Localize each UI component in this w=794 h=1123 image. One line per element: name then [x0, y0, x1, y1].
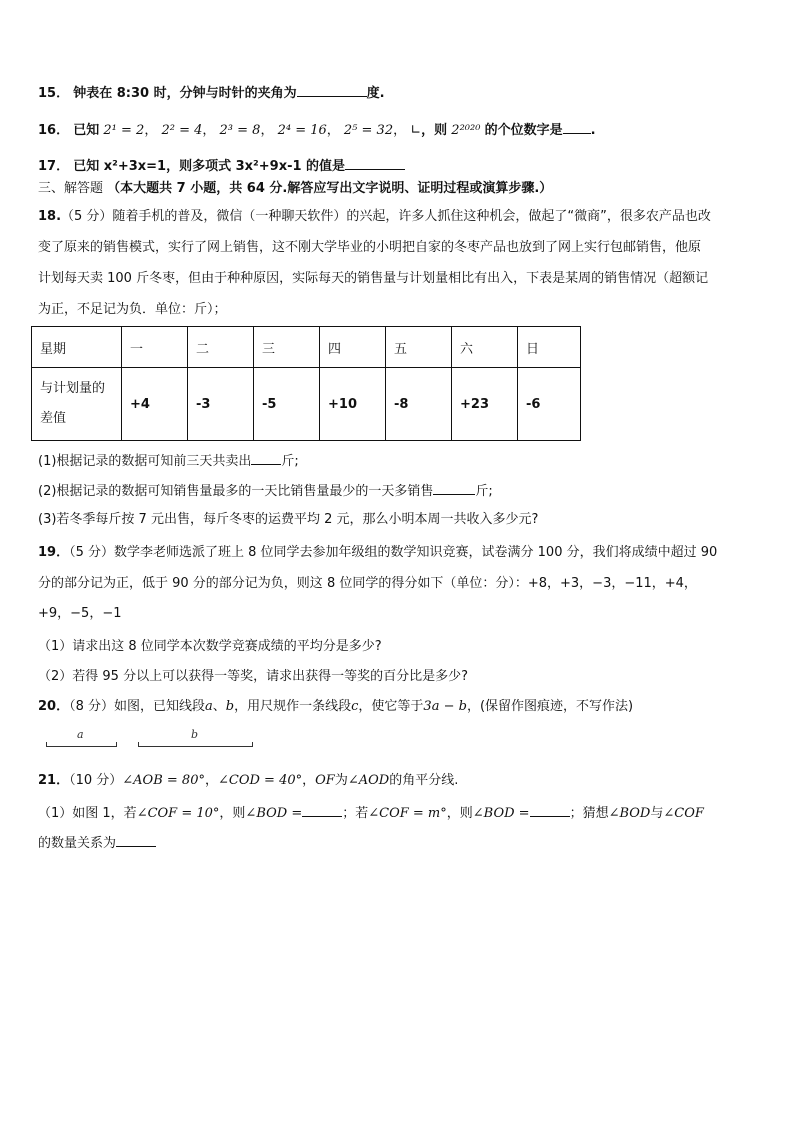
question-18-line-3 — [38, 269, 708, 289]
table-row — [32, 368, 581, 441]
question-text: ；若 — [342, 806, 369, 821]
math-expr: 2²⁰²⁰ — [451, 123, 481, 138]
math-expr: 2¹ = 2 — [103, 123, 145, 138]
table-cell: 六 — [452, 327, 518, 368]
question-text: 的数量关系为 — [38, 836, 117, 851]
math-expr: 3a − b — [423, 699, 467, 714]
answer-blank[interactable] — [297, 82, 367, 97]
row-label: 差值 — [40, 411, 67, 426]
answer-blank[interactable] — [530, 802, 570, 817]
table-cell: +23 — [452, 368, 518, 441]
question-text: ，则 — [219, 806, 246, 821]
question-text: 为正，不足记为负．单位：斤）； — [38, 302, 227, 317]
segment-a-label: a — [77, 728, 84, 741]
question-text: （8 分）如图，已知线段 — [69, 699, 205, 714]
question-18-line-4 — [38, 300, 227, 320]
math-expr: OF — [315, 773, 335, 788]
question-text: ；猜想 — [569, 806, 609, 821]
question-19-sub-1 — [38, 637, 382, 657]
table-cell: 三 — [254, 327, 320, 368]
question-19-line-3 — [38, 604, 122, 624]
table-cell: 星期 — [32, 327, 122, 368]
question-18-sub-2 — [38, 480, 493, 502]
answer-blank[interactable] — [302, 802, 342, 817]
question-18-line-2 — [38, 238, 701, 258]
math-expr: ∠COF — [663, 806, 704, 821]
question-text: 已知 x²+3x=1，则多项式 3x²+9x-1 的值是 — [73, 159, 346, 174]
answer-blank[interactable] — [251, 450, 281, 465]
math-var: a — [205, 699, 213, 714]
table-cell: 一 — [122, 327, 188, 368]
question-text: ，使它等于 — [358, 699, 424, 714]
math-expr: 2⁵ = 32 — [343, 123, 394, 138]
table-cell: -3 — [188, 368, 254, 441]
question-number: 21． — [38, 773, 70, 788]
question-20 — [38, 697, 633, 717]
answer-blank[interactable] — [563, 119, 591, 134]
question-18-line-1 — [38, 207, 711, 227]
math-expr: 2² = 4 — [161, 123, 203, 138]
table-cell: +4 — [122, 368, 188, 441]
question-text: (3)若冬季每斤按 7 元出售，每斤冬枣的运费平均 2 元，那么小明本周一共收入多少元? — [38, 512, 539, 527]
question-text: 钟表在 8:30 时，分钟与时针的夹角为 — [73, 86, 297, 101]
question-18-sub-3 — [38, 510, 538, 530]
table-cell: -8 — [386, 368, 452, 441]
question-21-sub-1-cont — [38, 832, 156, 854]
question-text: 分的部分记为正，低于 90 分的部分记为负，则这 8 位同学的得分如下（单位：分）：+8，+3，−3，−11，+4， — [38, 576, 697, 591]
answer-blank[interactable] — [433, 480, 475, 495]
table-cell: 五 — [386, 327, 452, 368]
separator: ， — [204, 773, 218, 788]
table-cell: -5 — [254, 368, 320, 441]
table-cell: 二 — [188, 327, 254, 368]
question-18-sub-1 — [38, 450, 299, 472]
sales-table — [31, 326, 581, 441]
question-16: 16． 已知 2¹ = 2， 2² = 4， 2³ = 8， 2⁴ = 16， 2⁵ = 32， ∟，则 2²⁰²⁰ 的个位数字是 . — [38, 119, 596, 141]
math-expr: 2³ = 8 — [219, 123, 261, 138]
question-text: （5 分）随着手机的普及，微信（一种聊天软件）的兴起，许多人抓住这种机会，做起了“微商”，很多农产品也改 — [61, 209, 711, 224]
separator: ， — [302, 773, 316, 788]
question-text: （1）如图 1，若 — [38, 806, 137, 821]
math-expr: ∠BOD = — [472, 806, 530, 821]
question-21-sub-1 — [38, 802, 704, 824]
question-number: 19． — [38, 545, 70, 560]
question-text: 与 — [650, 806, 664, 821]
table-cell: 日 — [518, 327, 581, 368]
math-expr: ∠COD = 40° — [218, 773, 303, 788]
math-expr: ∠COF = 10° — [136, 806, 220, 821]
question-19-sub-2 — [38, 667, 468, 687]
question-text-end: 度. — [366, 86, 385, 101]
question-19-line-1 — [38, 543, 717, 563]
question-text: 的角平分线. — [389, 773, 459, 788]
table-cell: -6 — [518, 368, 581, 441]
answer-blank[interactable] — [116, 832, 156, 847]
table-header-row — [32, 327, 581, 368]
answer-blank[interactable] — [345, 155, 405, 170]
question-text: （2）若得 95 分以上可以获得一等奖，请求出获得一等奖的百分比是多少? — [38, 669, 468, 684]
math-expr: ∠AOD — [347, 773, 390, 788]
question-text: （5 分）数学李老师选派了班上 8 位同学去参加年级组的数学知识竞赛，试卷满分 100 分，我们将成绩中超过 90 — [69, 545, 718, 560]
section-heading — [38, 179, 552, 199]
math-var: c — [351, 699, 359, 714]
question-21 — [38, 771, 458, 791]
math-expr: ∠BOD — [608, 806, 651, 821]
question-text: (2)根据记录的数据可知销售量最多的一天比销售量最少的一天多销售 — [38, 484, 434, 499]
question-text: ，用尺规作一条线段 — [234, 699, 352, 714]
question-15 — [38, 82, 385, 104]
table-cell: 四 — [320, 327, 386, 368]
math-expr: ∠BOD = — [245, 806, 303, 821]
row-label-cell — [32, 368, 122, 441]
section-note: （本大题共 7 小题，共 64 分.解答应写出文字说明、证明过程或演算步骤.） — [107, 181, 553, 196]
question-19-line-2 — [38, 574, 697, 594]
ellipsis-symbol: ∟ — [410, 123, 422, 138]
question-number: 15． — [38, 86, 70, 101]
question-text: （1）请求出这 8 位同学本次数学竞赛成绩的平均分是多少? — [38, 639, 382, 654]
segment-b-label: b — [191, 728, 199, 741]
question-text: 、 — [212, 699, 226, 714]
question-number: 18. — [38, 209, 62, 224]
question-number: 16． — [38, 123, 70, 138]
row-label: 与计划量的 — [40, 381, 106, 396]
segment-a — [46, 746, 117, 747]
question-text: +9，−5，−1 — [38, 606, 122, 621]
segment-b — [138, 746, 253, 747]
math-expr: 2⁴ = 16 — [277, 123, 327, 138]
question-text: 计划每天卖 100 斤冬枣，但由于种种原因，实际每天的销售量与计划量相比有出入，下表是某周的销售情况（超额记 — [38, 271, 709, 286]
section-title: 三、解答题 — [38, 181, 104, 196]
math-expr: ∠COF = m° — [368, 806, 447, 821]
question-text: 为 — [334, 773, 348, 788]
question-text: 变了原来的销售模式，实行了网上销售，这不刚大学毕业的小明把自家的冬枣产品也放到了网上实行包邮销售，他原 — [38, 240, 702, 255]
question-text: 已知 — [73, 123, 100, 138]
math-var: b — [225, 699, 235, 714]
question-text: 的个位数字是 — [484, 123, 563, 138]
question-text-end: 斤; — [281, 454, 299, 469]
question-text: (1)根据记录的数据可知前三天共卖出 — [38, 454, 252, 469]
math-expr: ∠AOB = 80° — [122, 773, 205, 788]
question-text-end: . — [590, 123, 596, 138]
question-17 — [38, 155, 405, 177]
question-text: ，(保留作图痕迹，不写作法) — [466, 699, 634, 714]
question-text-end: 斤; — [475, 484, 493, 499]
question-text: （10 分） — [69, 773, 123, 788]
question-number: 20． — [38, 699, 70, 714]
question-text: ，则 — [421, 123, 448, 138]
table-cell: +10 — [320, 368, 386, 441]
question-text: ，则 — [446, 806, 473, 821]
question-number: 17． — [38, 159, 70, 174]
